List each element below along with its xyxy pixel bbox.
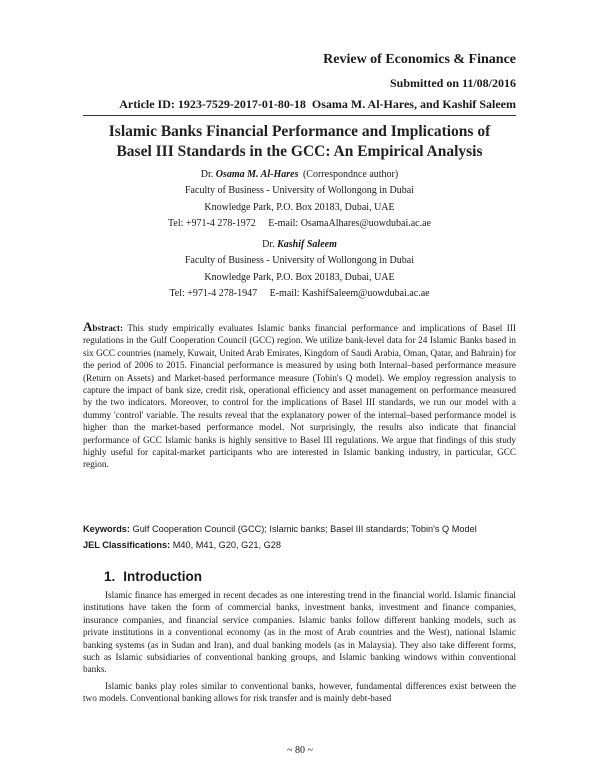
title-line-1: Islamic Banks Financial Performance and Implications of xyxy=(108,123,491,140)
paper-title xyxy=(83,122,516,162)
author-affiliation: Faculty of Business - University of Wollongong in Dubai xyxy=(185,255,414,267)
article-id: Article ID: 1923-7529-2017-01-80-18 xyxy=(119,97,306,111)
author-block-1 xyxy=(83,167,516,233)
article-line xyxy=(119,97,516,112)
keywords xyxy=(83,523,516,535)
jel-classifications xyxy=(83,539,516,551)
author-prefix: Dr. xyxy=(262,239,275,250)
jel-text: M40, M41, G20, G21, G28 xyxy=(172,540,281,550)
author-line xyxy=(83,237,516,253)
author-role: (Correspondnce author) xyxy=(302,169,399,180)
keywords-text: Gulf Cooperation Council (GCC); Islamic banks; Basel III standards; Tobin's Q Model xyxy=(132,524,477,534)
abstract-text: This study empirically evaluates Islamic banks financial performance and implications of Basel III regulations in the Gulf Cooperation Council (GCC) region. We utilize bank-level data for 24 Islamic Banks based in six GCC countries (namely, Kuwait, United Arab Emirates, Kingdom of Saudi Arabia, Oman, Qatar, and Bahrain) for the period of 2006 to 2015. Financial performance is measured by using both Internal–based performance measure (Return on Assets) and Market-based performance measure (Tobin's Q model). We employ regression analysis to capture the impact of bank size, credit risk, operational efficiency and asset management on performance measured by the two indicators. Moreover, to control for the implications of Basel III standards, we run our model with a dummy 'control' variable. The results reveal that the explanatory power of the internal–based performance model is higher than the market-based performance model. Not surprisingly, the results also indicate that financial performance of GCC Islamic banks is highly sensitive to Basel III regulations. We argue that findings of this study highly useful for capital-market participants who are interested in Islamic banking industry, in particular, GCC region. xyxy=(83,323,516,470)
author-address: Knowledge Park, P.O. Box 20183, Dubai, UAE xyxy=(204,201,395,213)
page-number: ~ 80 ~ xyxy=(287,745,313,756)
author-name: Osama M. Al-Hares xyxy=(215,169,299,180)
author-contact: Tel: +971-4 278-1972 E-mail: OsamaAlhares@uowdubai.ac.ae xyxy=(168,218,431,230)
author-line xyxy=(83,167,516,183)
author-prefix: Dr. xyxy=(200,169,214,180)
submission-date: Submitted on 11/08/2016 xyxy=(389,76,516,90)
section-heading xyxy=(104,569,202,584)
jel-label: JEL Classifications: xyxy=(83,540,171,550)
author-affiliation: Faculty of Business - University of Wollongong in Dubai xyxy=(185,185,414,197)
section-number: 1. xyxy=(104,569,116,584)
abstract-label: bstract: xyxy=(92,323,124,333)
author-name: Kashif Saleem xyxy=(277,239,337,250)
body-paragraph: Islamic finance has emerged in recent decades as one interesting trend in the financial world. Islamic financial institutions have taken the form of commercial banks, investment banks, investment and finance companies, insurance companies, and financial service companies. Islamic banks follow different banking models, such as private institutions in a conventional economy (as in the most of Arab countries and the West), national Islamic banking systems (as in Sudan and Iran), and dual banking models (as in Malaysia). They also take different forms, such as Islamic subsidiaries of conventional banking groups, and Islamic banking windows within conventional banks. xyxy=(83,590,516,675)
body-paragraph: Islamic banks play roles similar to conventional banks, however, fundamental differences exist between the two models. Conventional banking allows for risk transfer and is mainly debt-based xyxy=(83,681,516,704)
title-line-2: Basel III Standards in the GCC: An Empirical Analysis xyxy=(116,143,483,160)
author-block-2 xyxy=(83,237,516,303)
author-address: Knowledge Park, P.O. Box 20183, Dubai, UAE xyxy=(204,271,395,283)
section-title: Introduction xyxy=(123,569,202,584)
author-contact: Tel: +971-4 278-1947 E-mail: KashifSaleem@uowdubai.ac.ae xyxy=(169,288,430,300)
abstract-lead-cap: A xyxy=(83,319,93,334)
article-authors: Osama M. Al-Hares, and Kashif Saleem xyxy=(311,97,516,111)
abstract xyxy=(83,321,516,471)
keywords-label: Keywords: xyxy=(83,524,130,534)
header-rule xyxy=(83,115,516,116)
journal-name: Review of Economics & Finance xyxy=(323,52,516,67)
